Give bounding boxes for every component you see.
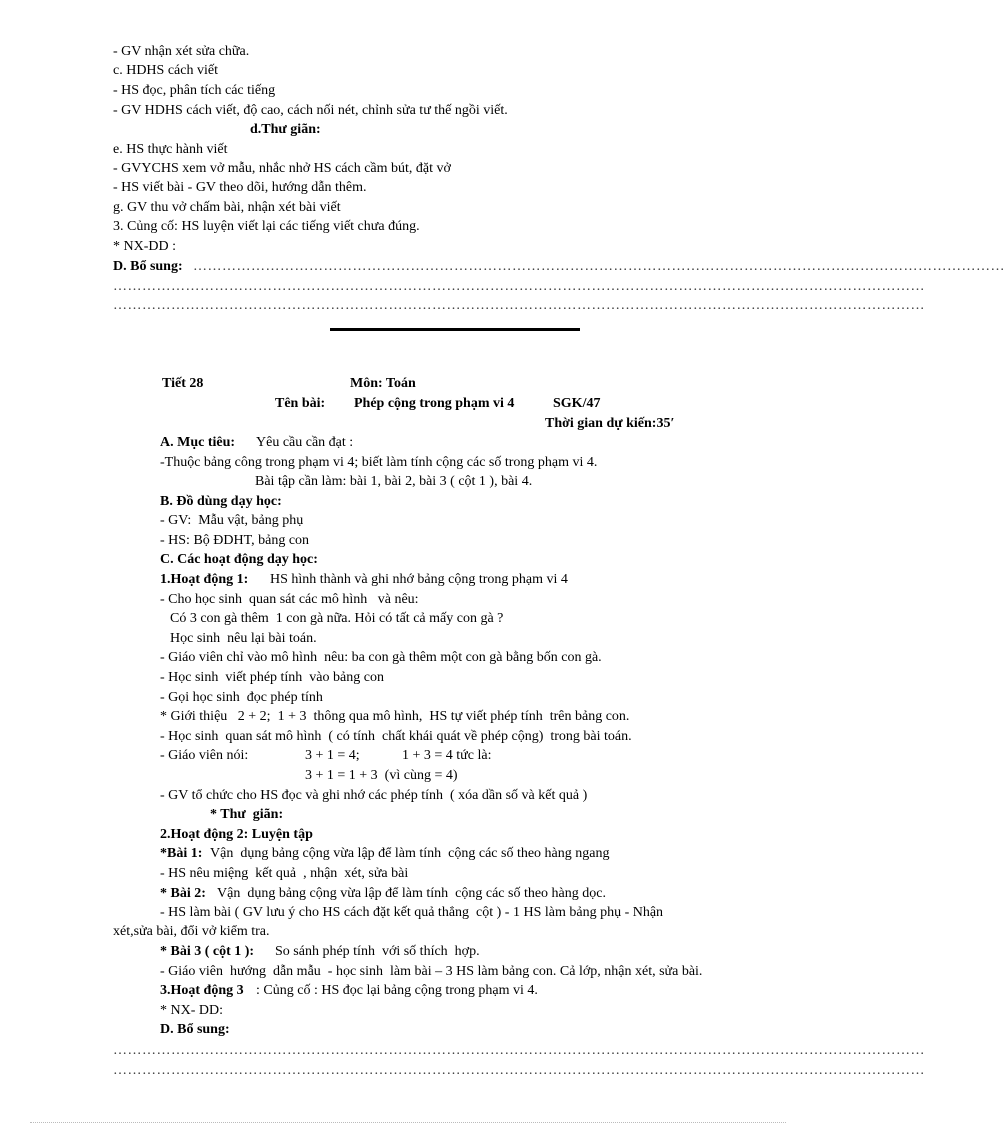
text-line: : Củng cố : HS đọc lại bảng cộng trong phạm vi 4. — [256, 983, 538, 998]
text-line: xét,sửa bài, đổi vở kiểm tra. — [113, 924, 270, 939]
activity-3-label: 3.Hoạt động 3 — [160, 983, 244, 998]
lesson-title-label: Tên bài: — [275, 396, 326, 411]
section-heading: A. Mục tiêu: — [160, 435, 236, 450]
text-line: - Học sinh quan sát mô hình ( có tính chất khái quát về phép cộng) trong bài toán. — [160, 729, 632, 744]
text-line: Học sinh nêu lại bài toán. — [170, 631, 317, 646]
text-line: - Giáo viên nói: — [160, 748, 249, 763]
lesson-title: Phép cộng trong phạm vi 4 — [354, 396, 515, 411]
text-line: * NX-DD : — [113, 239, 176, 254]
equation: 1 + 3 = 4 tức là: — [402, 748, 492, 763]
section-heading: B. Đồ dùng dạy học: — [160, 494, 282, 509]
dotted-line: …………………………………………………………………………………………………………………………………………………… — [113, 1043, 925, 1058]
text-line: -Thuộc bảng công trong phạm vi 4; biết làm tính cộng các số trong phạm vi 4. — [160, 455, 598, 470]
text-line: - Gọi học sinh đọc phép tính — [160, 690, 323, 705]
bo-sung-label: D. Bổ sung: — [160, 1022, 230, 1037]
text-line: c. HDHS cách viết — [113, 63, 218, 78]
text-line: Bài tập cần làm: bài 1, bài 2, bài 3 ( cột 1 ), bài 4. — [255, 474, 533, 489]
text-line: Vận dụng bảng cộng vừa lập để làm tính cộng các số theo hàng ngang — [210, 846, 610, 861]
text-line: - Cho học sinh quan sát các mô hình và nêu: — [160, 592, 419, 607]
section-heading: d.Thư giãn: — [250, 122, 321, 137]
text-line: * NX- DD: — [160, 1003, 223, 1018]
section-heading: C. Các hoạt động dạy học: — [160, 552, 318, 567]
text-line: - HS nêu miệng kết quả , nhận xét, sửa bài — [160, 866, 409, 881]
text-line: - GVYCHS xem vở mẫu, nhắc nhở HS cách cầm bút, đặt vở — [113, 161, 451, 176]
text-line: - GV HDHS cách viết, độ cao, cách nối nét, chỉnh sửa tư thế ngồi viết. — [113, 103, 508, 118]
text-line: 3. Củng cố: HS luyện viết lại các tiếng viết chưa đúng. — [113, 219, 420, 234]
dotted-line: …………………………………………………………………………………………………………………………………………………… — [193, 259, 1005, 274]
text-line: - HS làm bài ( GV lưu ý cho HS cách đặt kết quả thẳng cột ) - 1 HS làm bảng phụ - Nhận — [160, 905, 664, 920]
subject: Môn: Toán — [350, 376, 416, 391]
text-line: - HS đọc, phân tích các tiếng — [113, 83, 276, 98]
text-line: g. GV thu vở chấm bài, nhận xét bài viết — [113, 200, 341, 215]
dotted-line: …………………………………………………………………………………………………………………………………………………… — [113, 279, 925, 294]
activity-1-label: 1.Hoạt động 1: — [160, 572, 249, 587]
exercise-2-label: * Bài 2: — [160, 886, 206, 901]
text-line: - GV tổ chức cho HS đọc và ghi nhớ các phép tính ( xóa dần số và kết quả ) — [160, 788, 588, 803]
section-heading: * Thư giãn: — [210, 807, 284, 822]
dotted-line: …………………………………………………………………………………………………………………………………………………… — [113, 298, 925, 313]
text-line: HS hình thành và ghi nhớ bảng cộng trong phạm vi 4 — [270, 572, 568, 587]
textbook-ref: SGK/47 — [553, 396, 601, 411]
text-line: - GV: Mẫu vật, bảng phụ — [160, 513, 304, 528]
text-line: - GV nhận xét sửa chữa. — [113, 44, 250, 59]
text-line: - Giáo viên chỉ vào mô hình nêu: ba con gà thêm một con gà bằng bốn con gà. — [160, 650, 602, 665]
text-line: - Giáo viên hướng dẫn mẫu - học sinh làm bài – 3 HS làm bảng con. Cả lớp, nhận xét, sửa bài. — [160, 964, 703, 979]
expected-duration: Thời gian dự kiến:35′ — [545, 416, 675, 431]
text-line: - HS: Bộ ĐDHT, bảng con — [160, 533, 310, 548]
bo-sung-label: D. Bổ sung: — [113, 259, 183, 274]
equation: 3 + 1 = 1 + 3 (vì cùng = 4) — [305, 768, 458, 783]
text-line: e. HS thực hành viết — [113, 142, 228, 157]
exercise-1-label: *Bài 1: — [160, 846, 203, 861]
section-separator — [330, 328, 580, 331]
exercise-3-label: * Bài 3 ( cột 1 ): — [160, 944, 255, 959]
text-line: So sánh phép tính với số thích hợp. — [275, 944, 480, 959]
equation: 3 + 1 = 4; — [305, 748, 360, 763]
text-line: Yêu cầu cần đạt : — [256, 435, 354, 450]
text-line: - HS viết bài - GV theo dõi, hướng dẫn thêm. — [113, 180, 367, 195]
text-line: * Giới thiệu 2 + 2; 1 + 3 thông qua mô hình, HS tự viết phép tính trên bảng con. — [160, 709, 630, 724]
text-line: Vận dụng bảng cộng vừa lập để làm tính cộng các số theo hàng dọc. — [217, 886, 606, 901]
lesson-period: Tiết 28 — [162, 376, 204, 391]
activity-2-label: 2.Hoạt động 2: Luyện tập — [160, 827, 313, 842]
dotted-line: …………………………………………………………………………………………………………………………………………………… — [113, 1063, 925, 1078]
text-line: - Học sinh viết phép tính vào bảng con — [160, 670, 384, 685]
text-line: Có 3 con gà thêm 1 con gà nữa. Hỏi có tất cả mấy con gà ? — [170, 611, 504, 626]
